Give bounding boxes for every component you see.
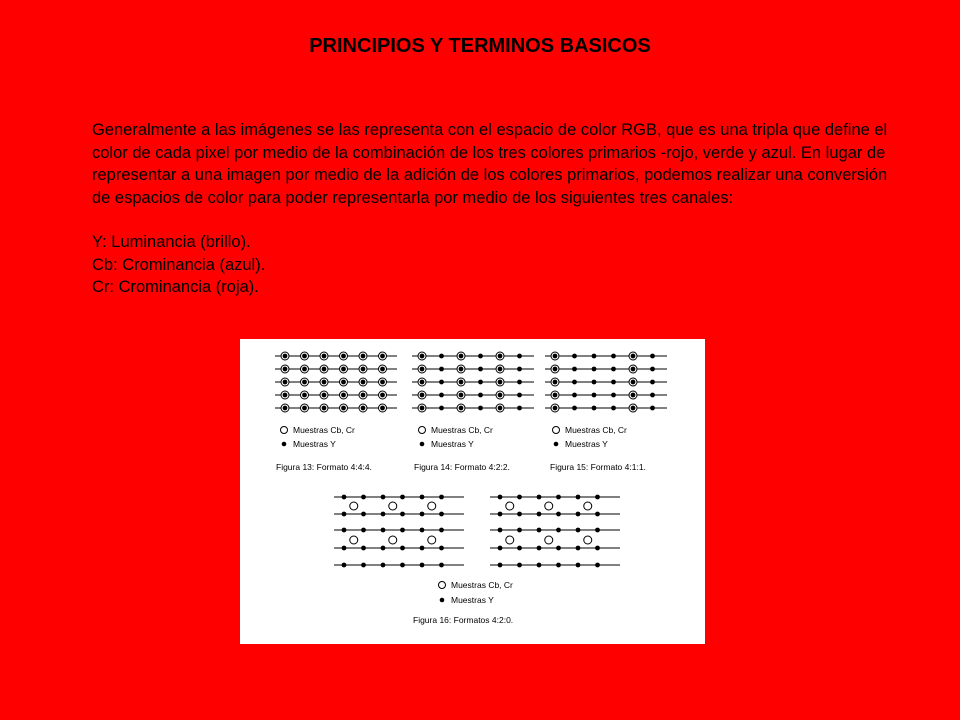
fig15-luma-sample	[611, 393, 616, 398]
channel-cb: Cb: Crominancia (azul).	[92, 255, 266, 274]
fig15-luma-sample	[650, 406, 655, 411]
fig16a-luma-sample	[400, 528, 405, 533]
fig16a-chroma-sample	[350, 536, 358, 544]
fig16a-luma-sample	[361, 546, 366, 551]
fig16a-luma-sample	[381, 528, 386, 533]
fig15-luma-sample	[553, 406, 558, 411]
fig16b-luma-sample	[576, 563, 581, 568]
legend-cbcr-text: Muestras Cb, Cr	[293, 425, 355, 435]
fig16a-luma-sample	[342, 528, 347, 533]
fig14-luma-sample	[439, 367, 444, 372]
fig16a-luma-sample	[439, 512, 444, 517]
fig16b-luma-sample	[498, 546, 503, 551]
fig15-luma-sample	[650, 367, 655, 372]
fig15-luma-sample	[611, 354, 616, 359]
fig13-luma-sample	[322, 393, 327, 398]
fig16a-luma-sample	[342, 512, 347, 517]
fig14-luma-sample	[439, 380, 444, 385]
fig14-luma-sample	[517, 367, 522, 372]
fig13-luma-sample	[361, 380, 366, 385]
fig16a-luma-sample	[439, 563, 444, 568]
fig14-luma-sample	[420, 367, 425, 372]
fig14-luma-sample	[459, 380, 464, 385]
fig13-luma-sample	[380, 367, 385, 372]
fig16b-chroma-sample	[506, 536, 514, 544]
fig14-luma-sample	[459, 354, 464, 359]
fig15-luma-sample	[611, 406, 616, 411]
fig16a-luma-sample	[361, 563, 366, 568]
fig16a-chroma-sample	[428, 536, 436, 544]
fig16a-luma-sample	[439, 528, 444, 533]
fig14-luma-sample	[478, 354, 483, 359]
fig14-luma-sample	[478, 393, 483, 398]
fig13-luma-sample	[302, 367, 307, 372]
fig13-luma-sample	[380, 380, 385, 385]
fig14-luma-sample	[498, 367, 503, 372]
fig14-luma-sample	[517, 406, 522, 411]
fig14-luma-sample	[420, 354, 425, 359]
fig15-luma-sample	[631, 406, 636, 411]
legend-cbcr-text: Muestras Cb, Cr	[565, 425, 627, 435]
fig16a-luma-sample	[342, 495, 347, 500]
fig16a-luma-sample	[381, 512, 386, 517]
fig15-luma-sample	[592, 380, 597, 385]
fig14-luma-sample	[439, 393, 444, 398]
fig15-luma-sample	[611, 367, 616, 372]
fig15-luma-sample	[572, 380, 577, 385]
fig16b-luma-sample	[537, 546, 542, 551]
fig14-luma-sample	[439, 406, 444, 411]
fig16b-luma-sample	[556, 546, 561, 551]
fig15-luma-sample	[592, 406, 597, 411]
fig16b-luma-sample	[556, 563, 561, 568]
fig15-luma-sample	[592, 354, 597, 359]
fig15-luma-sample	[631, 354, 636, 359]
fig13-luma-sample	[283, 354, 288, 359]
fig13-luma-sample	[361, 406, 366, 411]
fig14-luma-sample	[459, 393, 464, 398]
subsampling-diagram	[240, 339, 705, 644]
fig15-luma-sample	[611, 380, 616, 385]
fig16b-luma-sample	[537, 512, 542, 517]
legend-cbcr-text: Muestras Cb, Cr	[451, 580, 513, 590]
fig14-luma-sample	[478, 367, 483, 372]
fig16b-luma-sample	[537, 495, 542, 500]
fig14-luma-sample	[517, 380, 522, 385]
fig13-luma-sample	[302, 393, 307, 398]
intro-paragraph: Generalmente a las imágenes se las representa con el espacio de color RGB, que es una tripla que define el color de cada pixel por medio de la combinación de los tres colores primarios -rojo, verde y azul. En lugar de representar a una imagen por medio de la adición de los colores primarios, podemos realizar una conversión de espacios de color para poder representarla por medio de los siguientes tres canales:	[92, 121, 888, 207]
legend-y-text: Muestras Y	[565, 439, 608, 449]
fig15-luma-sample	[572, 406, 577, 411]
fig16a-chroma-sample	[389, 502, 397, 510]
legend-fig13	[276, 425, 372, 472]
legend-fig16	[413, 580, 513, 625]
fig16a-chroma-sample	[428, 502, 436, 510]
legend-y-text: Muestras Y	[451, 595, 494, 605]
fig16b-chroma-sample	[545, 502, 553, 510]
fig16a-chroma-sample	[389, 536, 397, 544]
fig14-luma-sample	[459, 406, 464, 411]
channel-list	[92, 231, 902, 299]
fig16a-luma-sample	[400, 546, 405, 551]
fig13-luma-sample	[322, 380, 327, 385]
fig16b-luma-sample	[595, 546, 600, 551]
fig13-luma-sample	[341, 367, 346, 372]
fig13-luma-sample	[341, 406, 346, 411]
fig16a-luma-sample	[400, 563, 405, 568]
sample-grids	[275, 352, 667, 567]
channel-y: Y: Luminancia (brillo).	[92, 233, 251, 251]
slide-title: PRINCIPIOS Y TERMINOS BASICOS	[309, 35, 651, 57]
channel-cr: Cr: Crominancia (roja).	[92, 278, 259, 296]
fig14-luma-sample	[517, 393, 522, 398]
fig14-luma-sample	[459, 367, 464, 372]
fig16a-luma-sample	[420, 512, 425, 517]
fig16b-luma-sample	[556, 495, 561, 500]
fig16a-luma-sample	[420, 495, 425, 500]
legend-y-text: Muestras Y	[293, 439, 336, 449]
fig13-luma-sample	[380, 354, 385, 359]
fig16a-luma-sample	[400, 495, 405, 500]
fig13-luma-sample	[380, 406, 385, 411]
legend-fig15	[550, 425, 646, 472]
fig16b-luma-sample	[576, 495, 581, 500]
fig16b-luma-sample	[537, 528, 542, 533]
fig14-luma-sample	[420, 380, 425, 385]
fig16b-luma-sample	[498, 528, 503, 533]
fig15-luma-sample	[553, 367, 558, 372]
fig14-luma-sample	[498, 354, 503, 359]
fig16a-luma-sample	[381, 563, 386, 568]
fig16b-chroma-sample	[584, 502, 592, 510]
caption-fig16: Figura 16: Formatos 4:2:0.	[413, 615, 514, 625]
fig15-luma-sample	[650, 380, 655, 385]
fig13-luma-sample	[283, 393, 288, 398]
fig16b-luma-sample	[576, 528, 581, 533]
fig15-luma-sample	[631, 367, 636, 372]
fig14-luma-sample	[498, 406, 503, 411]
fig16b-luma-sample	[595, 528, 600, 533]
fig15-luma-sample	[553, 354, 558, 359]
fig16a-luma-sample	[420, 563, 425, 568]
fig16a-luma-sample	[420, 546, 425, 551]
fig16a-luma-sample	[361, 528, 366, 533]
fig16b-chroma-sample	[584, 536, 592, 544]
fig16b-luma-sample	[595, 563, 600, 568]
fig14-luma-sample	[498, 380, 503, 385]
legend-y-text: Muestras Y	[431, 439, 474, 449]
fig16b-luma-sample	[517, 495, 522, 500]
fig16a-luma-sample	[420, 528, 425, 533]
caption-fig14: Figura 14: Formato 4:2:2.	[414, 462, 510, 472]
fig13-luma-sample	[322, 406, 327, 411]
fig16a-luma-sample	[439, 546, 444, 551]
fig14-luma-sample	[439, 354, 444, 359]
fig13-luma-sample	[341, 354, 346, 359]
fig15-luma-sample	[631, 393, 636, 398]
fig13-luma-sample	[283, 367, 288, 372]
fig16a-luma-sample	[361, 495, 366, 500]
fig16b-luma-sample	[576, 546, 581, 551]
fig16b-luma-sample	[556, 528, 561, 533]
fig16a-luma-sample	[361, 512, 366, 517]
fig15-luma-sample	[572, 367, 577, 372]
fig15-luma-sample	[592, 367, 597, 372]
fig14-luma-sample	[420, 406, 425, 411]
fig16a-luma-sample	[381, 495, 386, 500]
fig16b-luma-sample	[498, 512, 503, 517]
fig16b-luma-sample	[517, 563, 522, 568]
fig16a-luma-sample	[400, 512, 405, 517]
body-text	[92, 119, 902, 299]
fig13-luma-sample	[361, 367, 366, 372]
fig13-luma-sample	[302, 354, 307, 359]
caption-fig15: Figura 15: Formato 4:1:1.	[550, 462, 646, 472]
fig16b-luma-sample	[517, 528, 522, 533]
fig16b-luma-sample	[517, 512, 522, 517]
fig16a-luma-sample	[342, 563, 347, 568]
fig16a-luma-sample	[439, 495, 444, 500]
legend-cbcr-text: Muestras Cb, Cr	[431, 425, 493, 435]
fig15-luma-sample	[650, 393, 655, 398]
fig14-luma-sample	[478, 406, 483, 411]
fig13-luma-sample	[302, 380, 307, 385]
fig16b-luma-sample	[498, 495, 503, 500]
fig15-luma-sample	[592, 393, 597, 398]
fig16b-luma-sample	[576, 512, 581, 517]
caption-fig13: Figura 13: Formato 4:4:4.	[276, 462, 372, 472]
fig13-luma-sample	[361, 354, 366, 359]
fig15-luma-sample	[553, 393, 558, 398]
fig14-luma-sample	[517, 354, 522, 359]
fig16b-luma-sample	[595, 495, 600, 500]
fig16b-luma-sample	[517, 546, 522, 551]
fig13-luma-sample	[283, 406, 288, 411]
fig14-luma-sample	[478, 380, 483, 385]
fig13-luma-sample	[341, 380, 346, 385]
fig16b-luma-sample	[595, 512, 600, 517]
fig13-luma-sample	[380, 393, 385, 398]
fig15-luma-sample	[631, 380, 636, 385]
fig13-luma-sample	[322, 367, 327, 372]
fig14-luma-sample	[420, 393, 425, 398]
fig16b-luma-sample	[556, 512, 561, 517]
fig15-luma-sample	[553, 380, 558, 385]
fig13-luma-sample	[302, 406, 307, 411]
fig13-luma-sample	[283, 380, 288, 385]
fig16b-chroma-sample	[506, 502, 514, 510]
chroma-subsampling-figure	[240, 339, 705, 644]
fig15-luma-sample	[572, 393, 577, 398]
fig16b-chroma-sample	[545, 536, 553, 544]
fig16b-luma-sample	[537, 563, 542, 568]
fig16a-luma-sample	[342, 546, 347, 551]
fig13-luma-sample	[341, 393, 346, 398]
fig14-luma-sample	[498, 393, 503, 398]
fig13-luma-sample	[322, 354, 327, 359]
fig13-luma-sample	[361, 393, 366, 398]
fig16a-chroma-sample	[350, 502, 358, 510]
fig16a-luma-sample	[381, 546, 386, 551]
legend-fig14	[414, 425, 510, 472]
fig15-luma-sample	[572, 354, 577, 359]
fig16b-luma-sample	[498, 563, 503, 568]
fig15-luma-sample	[650, 354, 655, 359]
